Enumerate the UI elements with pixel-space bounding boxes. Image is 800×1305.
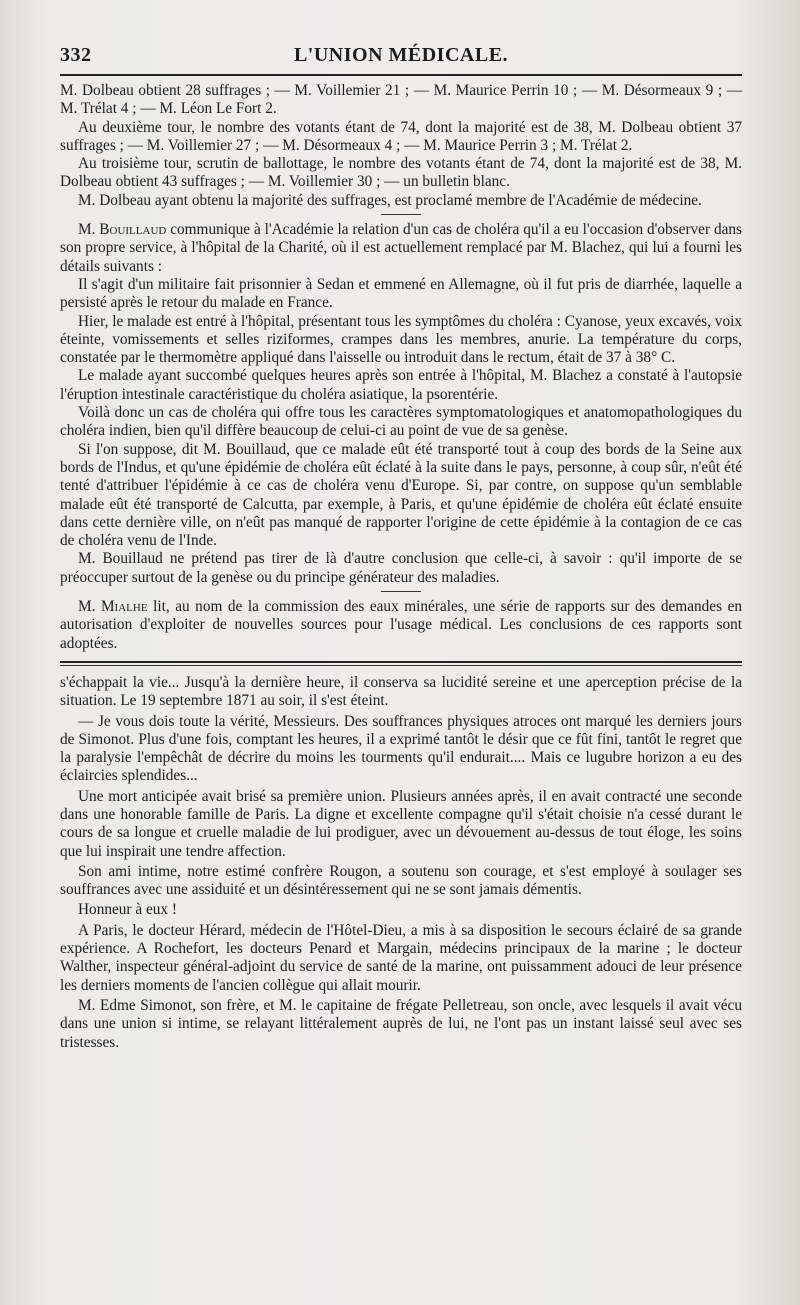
paragraph-election-result: M. Dolbeau ayant obtenu la majorité des suffrages, est proclamé membre de l'Académie de médecine. [78, 191, 702, 209]
paragraph-mialhe-report [60, 598, 742, 653]
paragraph-third-ballot: Au troisième tour, scrutin de ballottage, le nombre des votants étant de 74, dont la majorité est de 38, M. Dolbeau obtient 43 suffrages ; — M. Voillemier 30 ; — un bulletin blanc. [60, 155, 742, 191]
paragraph-last-hours: s'échappait la vie... Jusqu'à la dernière heure, il conserva sa lucidité sereine et une aperception précise de la situation. Le 19 septembre 1871 au soir, il s'est éteint. [60, 673, 742, 710]
paragraph-truth: — Je vous dois toute la vérité, Messieurs. Des souffrances physiques atroces ont marqué les derniers jours de Simonot. Plus d'une fois, comptant les heures, il a exprimé tantôt le désir que ce fût fini, tantôt le regret que la paralysie l'empêchât de décrire du moins les tourments qu'il endurait.... Mais ce lugubre horizon a eu des éclaircies splendides... [60, 712, 742, 785]
paragraph-marriage: Une mort anticipée avait brisé sa première union. Plusieurs années après, il en avait contracté une seconde dans une honorable famille de Paris. La digne et excellente compagne qu'il s'était choisie n'a cessé durant le cours de sa longue et cruelle maladie de lui prodiguer, avec un dévouement au-dessus de tout éloge, les soins que lui inspirait une tendre affection. [60, 787, 742, 860]
paragraph-doctors: A Paris, le docteur Hérard, médecin de l'Hôtel-Dieu, a mis à sa disposition le secours éclairé de sa grande expérience. A Rochefort, les docteurs Penard et Margain, médecins principaux de la marine ; le docteur Walther, inspecteur général-adjoint du service de santé de la marine, ont puissamment adouci de leur présence les derniers moments de l'ancien collègue qui allait mourir. [60, 921, 742, 994]
section-divider [60, 661, 742, 663]
paragraph-bouillaud-communication [60, 221, 742, 276]
section-divider [60, 665, 742, 666]
speaker-name: M. Bouillaud [78, 221, 167, 239]
page-number: 332 [60, 44, 92, 66]
speaker-name: M. Mialhe [78, 598, 148, 616]
paragraph-honour: Honneur à eux ! [78, 901, 177, 919]
paragraph-autopsy: Le malade ayant succombé quelques heures après son entrée à l'hôpital, M. Blachez a constaté à l'autopsie l'éruption intestinale caractéristique du choléra asiatique, la psorentérie. [60, 367, 742, 403]
paragraph-family: M. Edme Simonot, son frère, et M. le capitaine de frégate Pelletreau, son oncle, avec lesquels il avait vécu dans une union si intime, se relayant littéralement auprès de lui, ne l'ont pas un instant laissé seul avec ses tristesses. [60, 996, 742, 1051]
obituary-section [60, 674, 742, 1052]
short-separator [381, 591, 421, 592]
journal-title: L'UNION MÉDICALE. [293, 44, 509, 66]
paragraph-case-history: Il s'agit d'un militaire fait prisonnier à Sedan et emmené en Allemagne, où il fut pris de diarrhée, laquelle a persisté après le retour du malade en France. [60, 275, 742, 312]
paragraph-first-ballot: M. Dolbeau obtient 28 suffrages ; — M. Voillemier 21 ; — M. Maurice Perrin 10 ; — M. Désormeaux 9 ; — M. Trélat 4 ; — M. Léon Le Fort 2. [60, 82, 742, 118]
paragraph-conclusion: M. Bouillaud ne prétend pas tirer de là d'autre conclusion que celle-ci, à savoir : qu'il importe de se préoccuper surtout de la genèse ou du principe générateur des maladies. [60, 550, 742, 586]
academy-session-section [60, 82, 742, 653]
paragraph-friend: Son ami intime, notre estimé confrère Rougon, a soutenu son courage, et s'est employé à soulager ses souffrances avec une assiduité et un désintéressement qui ne se sont jamais démentis. [60, 862, 742, 899]
paragraph-hypothesis: Si l'on suppose, dit M. Bouillaud, que ce malade eût été transporté tout à coup des bords de la Seine aux bords de l'Indus, et qu'une épidémie de choléra eût éclaté à la suite dans le pays, personne, à coup sûr, n'eût été tenté d'attribuer l'épidémie à ce cas de choléra venu d'Europe. Si, par contre, on suppose qu'un semblable malade eût été transporté de Calcutta, par exemple, à Paris, et qu'une épidémie de choléra eût éclaté ensuite dans cette dernière ville, on n'eût pas manqué de rapporter l'origine de cette épidémie à la contagion de ce cas de choléra venu de l'Inde. [60, 440, 742, 550]
short-separator [381, 214, 421, 215]
paragraph-text: communique à l'Académie la relation d'un cas de choléra qu'il a eu l'occasion d'observer dans son propre service, à l'hôpital de la Charité, où il est actuellement remplacé par M. Blachez, qui lui a fourni les détails suivants : [60, 221, 742, 275]
paragraph-characteristics: Voilà donc un cas de choléra qui offre tous les caractères symptomatologiques et anatomopathologiques du choléra indien, bien qu'il diffère beaucoup de celui-ci au point de vue de sa genèse. [60, 404, 742, 440]
paragraph-second-ballot: Au deuxième tour, le nombre des votants étant de 74, dont la majorité est de 38, M. Dolbeau obtient 37 suffrages ; — M. Voillemier 27 ; — M. Désormeaux 4 ; — M. Maurice Perrin 3 ; M. Trélat 2. [60, 118, 742, 154]
paragraph-text: lit, au nom de la commission des eaux minérales, une série de rapports sur des demandes en autorisation d'exploiter de nouvelles sources pour l'usage médical. Les conclusions de ces rapports sont adoptées. [60, 598, 743, 652]
header-rule [60, 74, 742, 76]
running-head [60, 40, 742, 74]
paragraph-symptoms: Hier, le malade est entré à l'hôpital, présentant tous les symptômes du choléra : Cyanose, yeux excavés, voix éteinte, vomissements et selles riziformes, crampes dans les membres, anurie. La température du corps, constatée par le thermomètre appliqué dans l'aisselle ou introduit dans le rectum, était de 37 à 38° C. [60, 312, 742, 367]
